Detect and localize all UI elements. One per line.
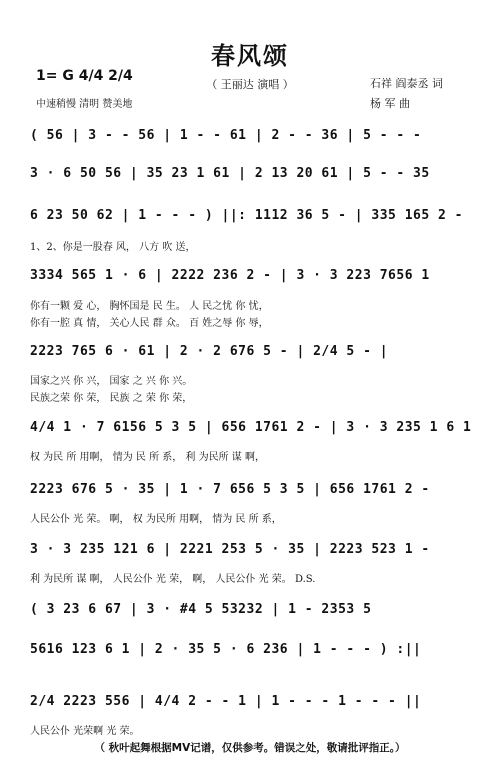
lyric-line: 人民公仆 光荣啊 光 荣。: [30, 726, 140, 737]
lyric-line: 权 为民 所 用啊， 情为 民 所 系， 利 为民所 谋 啊，: [30, 452, 265, 463]
notation-row: 2223 676 5 · 35 | 1 · 7 656 5 3 5 | 656 1761 2 -: [30, 482, 430, 497]
notation-row: 3334 565 1 · 6 | 2222 236 2 - | 3 · 3 223 7656 1: [30, 268, 430, 283]
notation-row: 4/4 1 · 7 6156 5 3 5 | 656 1761 2 - | 3 · 3 235 1 6 1: [30, 420, 472, 435]
notation-row: 3 · 6 50 56 | 35 23 1 61 | 2 13 20 61 | 5 - - 35: [30, 166, 430, 181]
lyric-line: 民族之荣 你 荣， 民族 之 荣 你 荣，: [30, 393, 193, 404]
song-title: 春风颂: [211, 41, 289, 70]
lyric-line: 你有一腔 真 情， 关心人民 群 众。 百 姓之辱 你 辱，: [30, 318, 269, 329]
notation-row: 2223 765 6 · 61 | 2 · 2 676 5 - | 2/4 5 - |: [30, 344, 389, 359]
lyric-line: 国家之兴 你 兴， 国家 之 兴 你 兴。: [30, 376, 193, 387]
notation-row: ( 3 23 6 67 | 3 · #4 5 53232 | 1 - 2353 5: [30, 602, 372, 617]
singer-credit: （ 王丽达 演唱 ）: [206, 78, 294, 91]
lyricist-credit: 石祥 阎泰丞 词: [370, 77, 443, 90]
notation-row: 5616 123 6 1 | 2 · 35 5 · 6 236 | 1 - - - ) :||: [30, 642, 422, 657]
notation-row: 6 23 50 62 | 1 - - - ) ||: 1112 36 5 - | 335 165 2 -: [30, 208, 463, 223]
lyric-line: 1、2、你是一股春 风， 八方 吹 送，: [30, 242, 196, 253]
lyric-line: 人民公仆 光 荣。 啊， 权 为民所 用啊， 情为 民 所 系，: [30, 514, 282, 525]
key-signature: 1= G 4/4 2/4: [36, 68, 133, 84]
tempo-marking: 中速稍慢 清明 赞美地: [36, 99, 133, 110]
notation-row: ( 56 | 3 - - 56 | 1 - - 61 | 2 - - 36 | 5 - - -: [30, 128, 422, 143]
footer-note: （ 秋叶起舞根据MV记谱，仅供参考。错误之处，敬请批评指正。）: [94, 742, 406, 754]
lyric-line: 你有一颗 爱 心， 胸怀国是 民 生。 人 民之忧 你 忧，: [30, 301, 269, 312]
lyric-line: 利 为民所 谋 啊， 人民公仆 光 荣， 啊， 人民公仆 光 荣。 D.S.: [30, 574, 316, 585]
notation-row: 3 · 3 235 121 6 | 2221 253 5 · 35 | 2223 523 1 -: [30, 542, 430, 557]
composer-credit: 杨 军 曲: [370, 97, 410, 110]
notation-row: 2/4 2223 556 | 4/4 2 - - 1 | 1 - - - 1 - - - ||: [30, 694, 422, 709]
